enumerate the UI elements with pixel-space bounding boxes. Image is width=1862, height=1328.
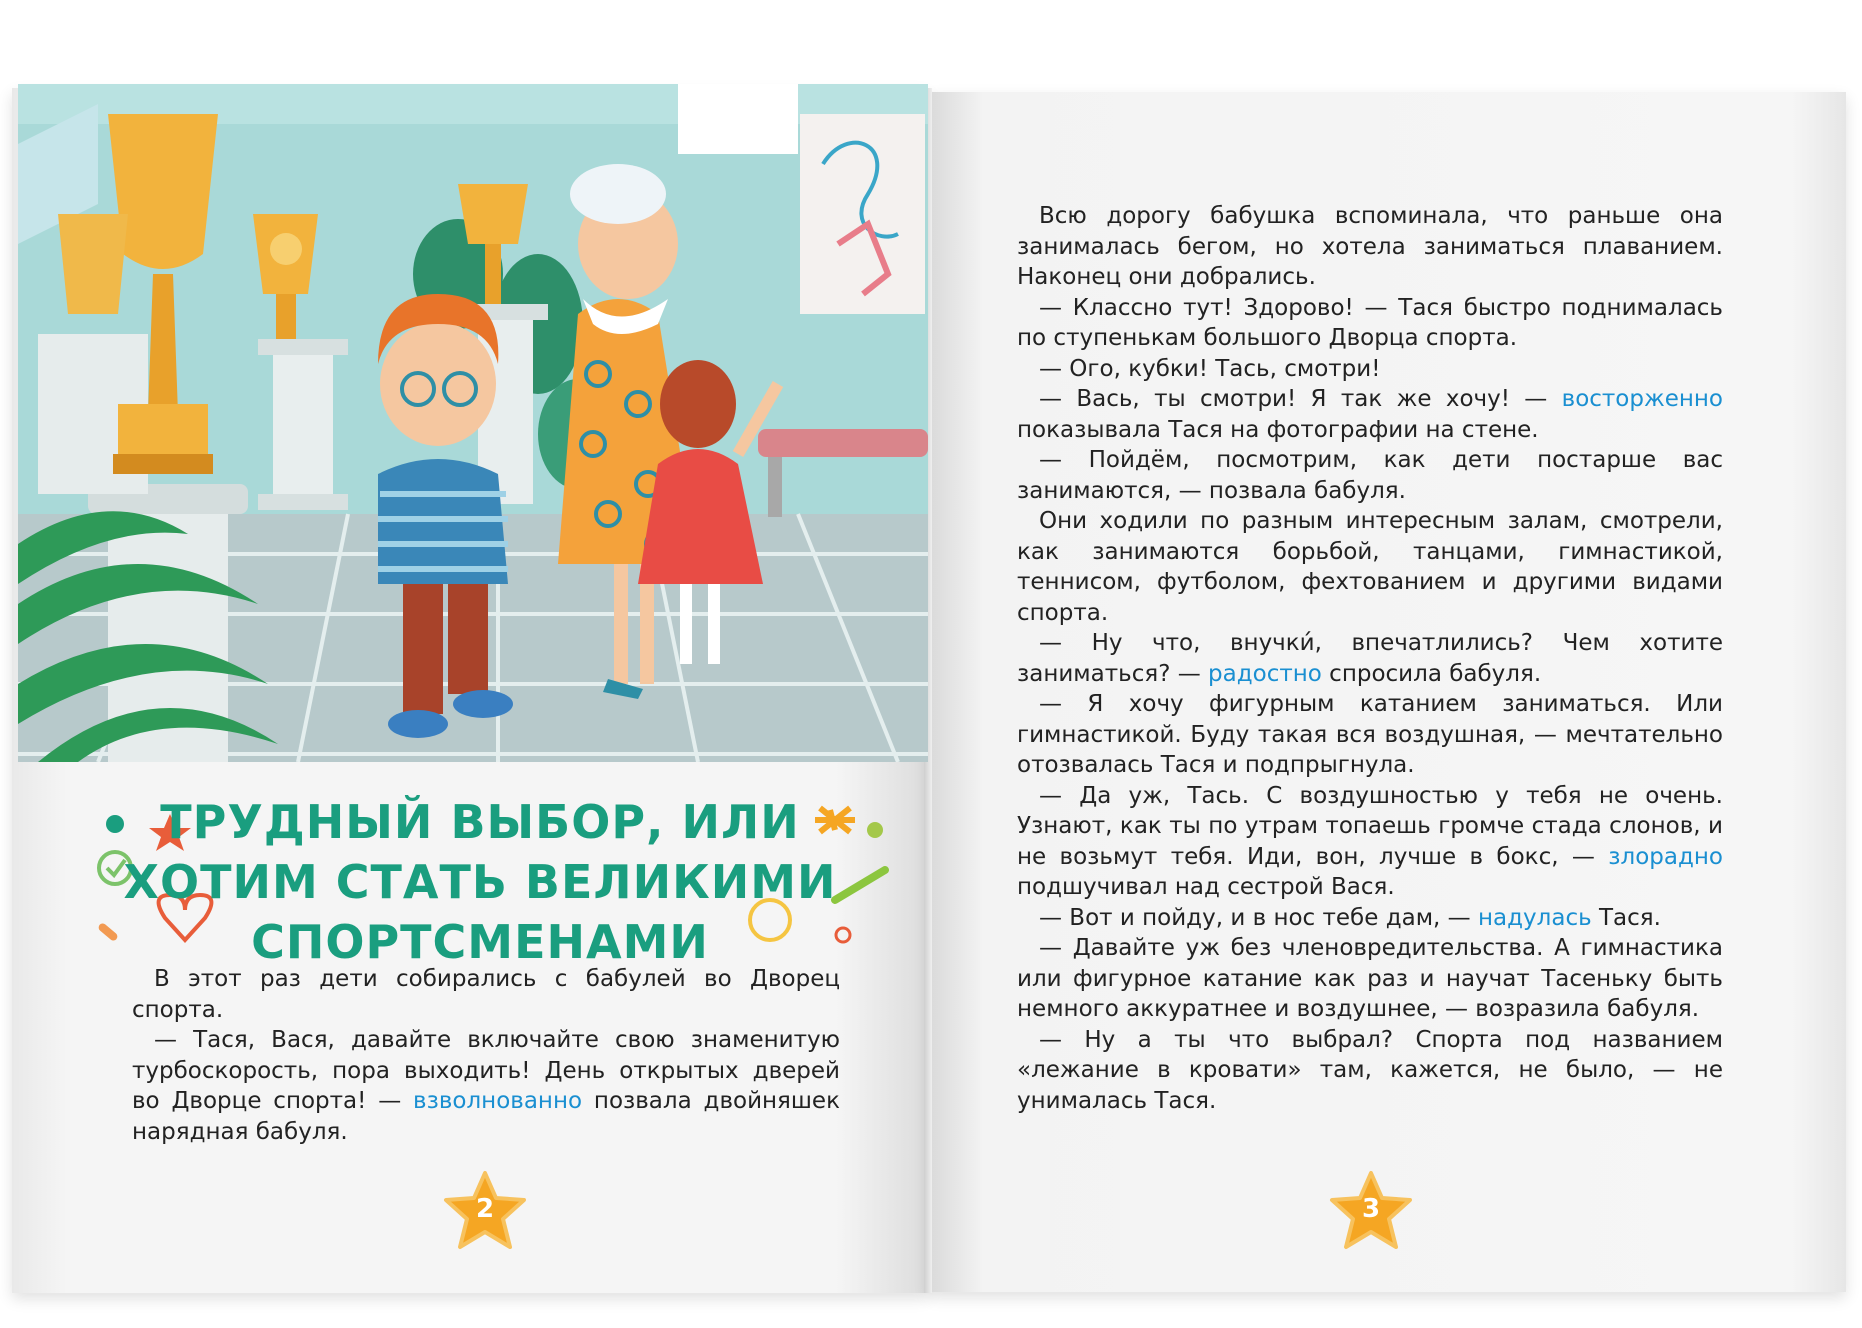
children-grandmother-trophies-illustration: [18, 84, 928, 762]
paragraph: [1017, 1025, 1723, 1117]
page-number-badge-left: [442, 1170, 528, 1252]
text-span: — Тася, Вася, давайте включайте свою знаменитую турбоскорость, пора выходить! День открытых дверей во Дворце спорта! —: [132, 1027, 840, 1114]
text-span: спросила бабуля.: [1321, 660, 1542, 687]
text-span: — Давайте уж без членовредительства. А гимнастика или фигурное катание как раз и научат Тасеньку быть немного аккуратнее и воздушнее, — возразила бабуля.: [1017, 935, 1723, 1022]
text-span: — Пойдём, посмотрим, как дети постарше вас занимаются, — позвала бабуля.: [1017, 447, 1723, 504]
text-span: — Ну а ты что выбрал? Спорта под названием «лежание в кровати» там, кажется, не было, — не унималась Тася.: [1017, 1026, 1723, 1114]
text-span: — Вась, ты смотри! Я так же хочу! —: [1039, 386, 1562, 412]
chapter-title-line-1: ТРУДНЫЙ ВЫБОР, ИЛИ: [160, 795, 800, 849]
paragraph: [1017, 933, 1723, 1025]
paragraph: [1017, 384, 1723, 445]
text-span: показывала Тася на фотографии на стене.: [1017, 416, 1539, 443]
paragraph: [1017, 201, 1723, 293]
highlighted-word: восторженно: [1561, 386, 1723, 412]
paragraph: [1017, 354, 1723, 385]
page-number: 2: [475, 1194, 495, 1224]
text-span: — Да уж, Тась. С воздушностью у тебя не очень. Узнают, как ты по утрам топаешь громче стада слонов, и не возьмут тебя. Иди, вон, лучше в бокс, —: [1017, 782, 1723, 870]
text-span: — Ну что, внучки́, впечатлились? Чем хотите заниматься? —: [1017, 630, 1723, 687]
paragraph: [132, 964, 840, 1025]
text-span: — Вот и пойду, и в нос тебе дам, —: [1039, 904, 1478, 931]
text-span: подшучивал над сестрой Вася.: [1017, 874, 1395, 900]
chapter-title-line-3: СПОРТСМЕНАМИ: [251, 915, 709, 969]
text-span: — Я хочу фигурным катанием заниматься. Или гимнастикой. Буду такая вся воздушная, — мечтательно отозвалась Тася и подпрыгнула.: [1017, 691, 1723, 778]
right-page-text: [1017, 201, 1723, 1116]
text-span: Всю дорогу бабушка вспоминала, что раньше она занималась бегом, но хотела заниматься плаванием. Наконец они добрались.: [1017, 203, 1723, 290]
chapter-title: [100, 792, 860, 972]
paragraph: [1017, 628, 1723, 689]
left-page-text: [132, 964, 840, 1147]
paragraph: [1017, 689, 1723, 781]
highlighted-word: злорадно: [1608, 843, 1723, 870]
highlighted-word: надулась: [1478, 904, 1592, 931]
paragraph: [1017, 506, 1723, 628]
paragraph: [1017, 445, 1723, 506]
page-number-badge-right: [1328, 1170, 1414, 1252]
highlighted-word: радостно: [1208, 660, 1322, 687]
paragraph: [132, 1025, 840, 1147]
chapter-title-line-2: ХОТИМ СТАТЬ ВЕЛИКИМИ: [123, 855, 837, 909]
paragraph: [1017, 903, 1723, 934]
paragraph: [1017, 781, 1723, 903]
paragraph: [1017, 293, 1723, 354]
text-span: — Классно тут! Здорово! — Тася быстро поднималась по ступенькам большого Дворца спорта.: [1017, 294, 1723, 351]
page-number: 3: [1361, 1194, 1381, 1224]
text-span: позвала двойняшек нарядная бабуля.: [132, 1088, 840, 1145]
text-span: Тася.: [1591, 904, 1661, 931]
text-span: В этот раз дети собирались с бабулей во Дворец спорта.: [132, 966, 840, 1023]
text-span: — Ого, кубки! Тась, смотри!: [1039, 355, 1381, 382]
highlighted-word: взволнованно: [413, 1088, 583, 1114]
text-span: Они ходили по разным интересным залам, смотрели, как занимаются борьбой, танцами, гимнастикой, теннисом, футболом, фехтованием и другими видами спорта.: [1017, 508, 1723, 626]
